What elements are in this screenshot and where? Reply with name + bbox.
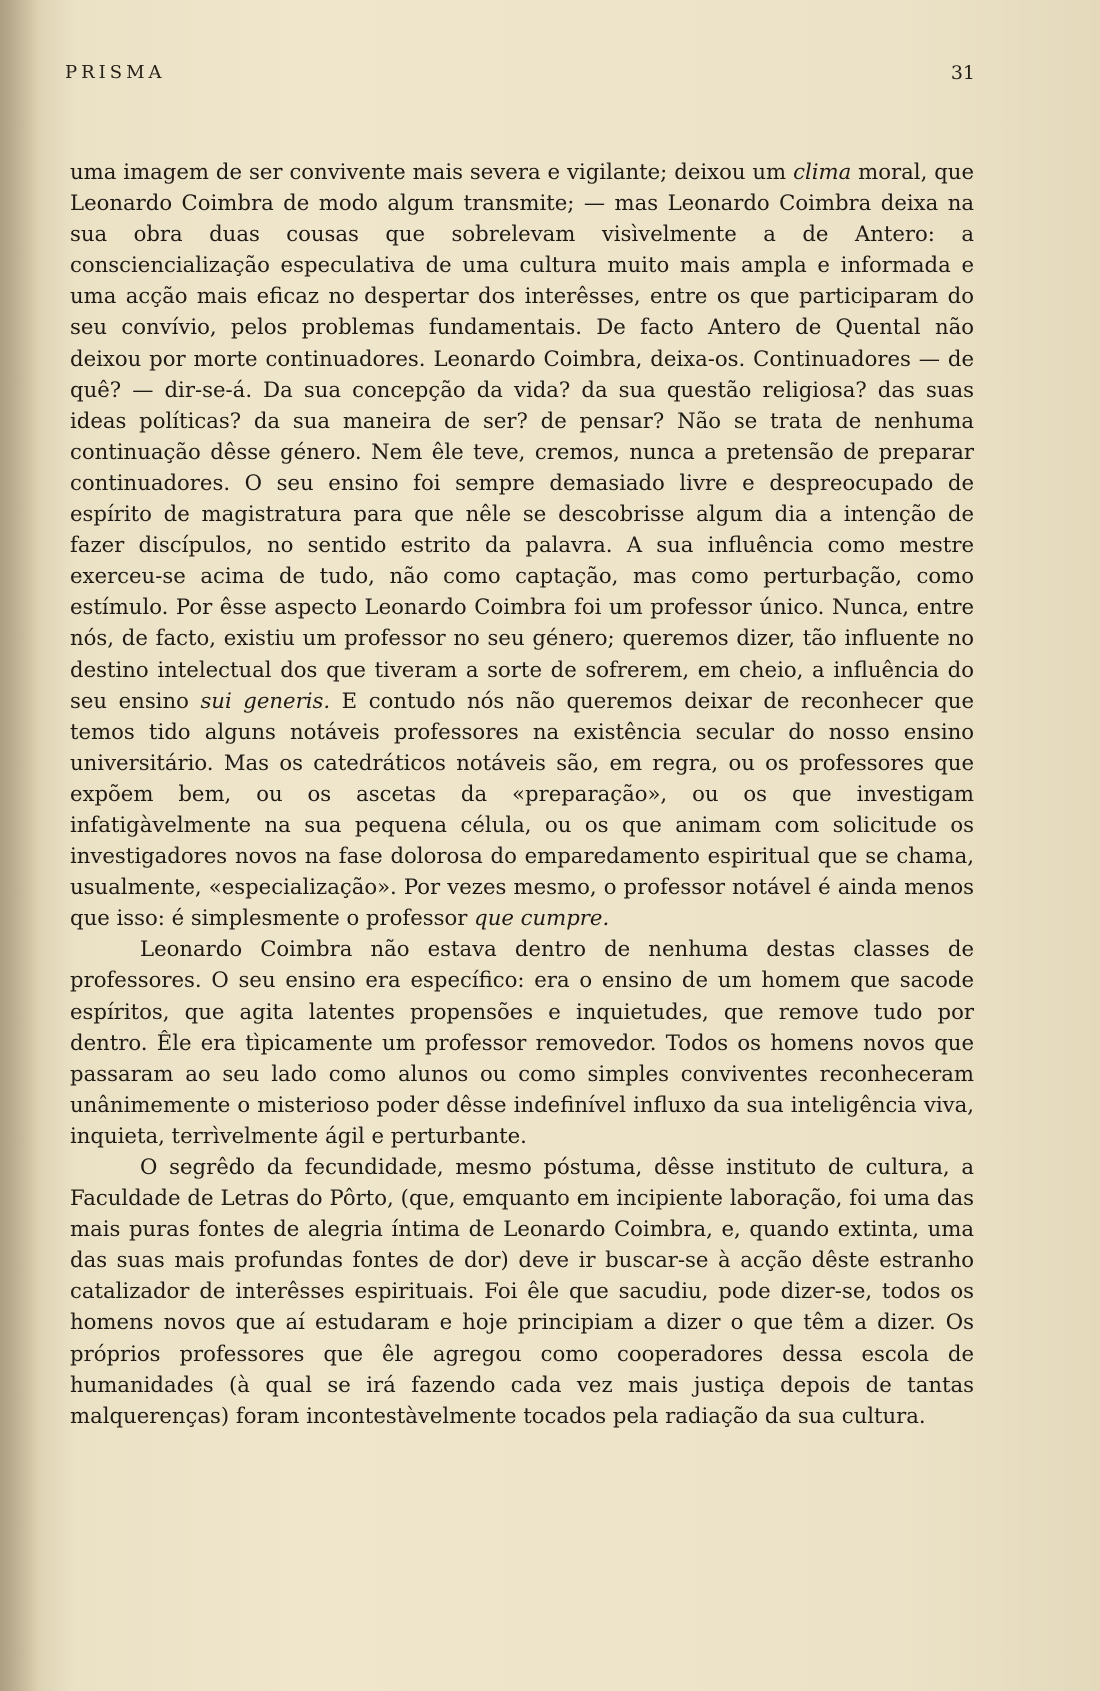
italic-run: clima: [793, 159, 852, 184]
page-number: 31: [950, 62, 975, 84]
text-run: Leonardo Coimbra não estava dentro de nenhuma destas classes de professores. O seu ensino era específico: era o ensino de um homem que sacode espíritos, que agita latentes propensões e inquietudes, que remove tudo por dentro. Êle era tìpicamente um professor removedor. Todos os homens novos que passaram ao seu lado como alunos ou como simples conviventes reconheceram unânimemente o misterioso poder dêsse indefinível influxo da sua inteligência viva, inquieta, terrìvelmente ágil e perturbante.: [70, 936, 974, 1148]
italic-run: que cumpre.: [474, 905, 610, 931]
running-head: PRISMA: [65, 62, 166, 83]
paragraph-1: [70, 156, 974, 933]
page-header: [65, 62, 975, 96]
italic-run: sui generis.: [200, 687, 331, 713]
text-run: O segrêdo da fecundidade, mesmo póstuma, dêsse instituto de cultura, a Faculdade de Letras do Pôrto, (que, emquanto em incipiente laboração, foi uma das mais puras fontes de alegria íntima de Leonardo Coimbra, e, quando extinta, uma das suas mais profundas fontes de dor) deve ir buscar-se à acção dêste estranho catalizador de interêsses espirituais. Foi êle que sacudiu, pode dizer-se, todos os homens novos que aí estudaram e hoje principiam a dizer o que têm a dizer. Os próprios professores que êle agregou como cooperadores dessa escola de humanidades (à qual se irá fazendo cada vez mais justiça depois de tantas malquerenças) foram incontestàvelmente tocados pela radiação da sua cultura.: [70, 1154, 974, 1428]
text-run: E contudo nós não queremos deixar de reconhecer que temos tido alguns notáveis professores na existência secular do nosso ensino universitário. Mas os catedráticos notáveis são, em regra, ou os professores que expõem bem, ou os ascetas da «preparação», ou os que investigam infatigàvelmente na sua pequena célula, ou os que animam com solicitude os investigadores novos na fase dolorosa do emparedamento espiritual que se chama, usualmente, «especialização». Por vezes mesmo, o professor notável é ainda menos que isso: é simplesmente o professor: [70, 687, 974, 931]
paragraph-3: [70, 1151, 974, 1431]
spine-shadow: [0, 0, 40, 1691]
body-text: [70, 156, 974, 1431]
paragraph-2: [70, 933, 974, 1151]
text-run: uma imagem de ser convivente mais severa e vigilante; deixou um: [70, 159, 794, 184]
text-run: moral, que Leonardo Coimbra de modo algum transmite; — mas Leonardo Coimbra deixa na sua obra duas cousas que sobrelevam visìvelmente a de Antero: a consciencialização especulativa de uma cultura muito mais ampla e informada e uma acção mais eficaz no despertar dos interêsses, entre os que participaram do seu convívio, pelos problemas fundamentais. De facto Antero de Quental não deixou por morte continuadores. Leonardo Coimbra, deixa-os. Continuadores — de quê? — dir-se-á. Da sua concepção da vida? da sua questão religiosa? das suas ideas políticas? da sua maneira de ser? de pensar? Não se trata de nenhuma continuação dêsse género. Nem êle teve, cremos, nunca a pretensão de preparar continuadores. O seu ensino foi sempre demasiado livre e despreocupado de espírito de magistratura para que nêle se descobrisse algum dia a intenção de fazer discípulos, no sentido estrito da palavra. A sua influência como mestre exerceu-se acima de tudo, não como captação, mas como perturbação, como estímulo. Por êsse aspecto Leonardo Coimbra foi um professor único. Nunca, entre nós, de facto, existiu um professor no seu género; queremos dizer, tão influente no destino intelectual dos que tiveram a sorte de sofrerem, em cheio, a influência do seu ensino: [70, 159, 974, 713]
